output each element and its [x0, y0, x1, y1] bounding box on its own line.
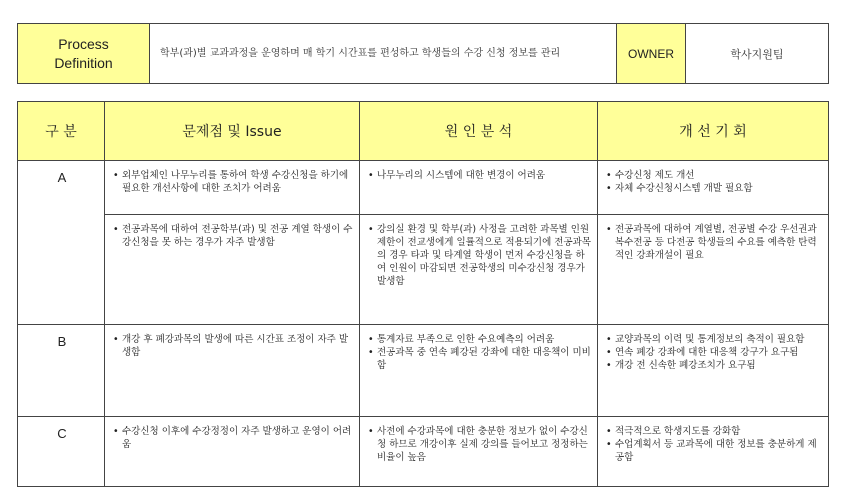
opportunity-cell	[598, 325, 829, 417]
row-category: C	[18, 417, 105, 487]
header-improvement: 개 선 기 회	[598, 102, 829, 161]
owner-label: OWNER	[617, 24, 686, 84]
process-definition-description: 학부(과)별 교과과정을 운영하며 매 학기 시간표를 편성하고 학생들의 수강 신청 정보를 관리	[150, 24, 617, 84]
process-definition-label: Process Definition	[18, 24, 150, 84]
issue-analysis-table	[17, 101, 829, 487]
owner-value: 학사지원팀	[686, 24, 829, 84]
list-item: • 전공과목에 대하여 전공학부(과) 및 전공 계열 학생이 수강신청을 못 하는 경우가 자주 발생함	[113, 223, 353, 249]
list-item: • 나무누리의 시스템에 대한 변경이 어려움	[368, 169, 591, 182]
table-header-row	[18, 102, 829, 161]
cause-cell	[360, 215, 598, 325]
list-item: • 통계자료 부족으로 인한 수요예측의 어려움	[368, 333, 591, 346]
opportunity-cell	[598, 215, 829, 325]
row-category: B	[18, 325, 105, 417]
list-item: • 수업계획서 등 교과목에 대한 정보를 충분하게 제공함	[606, 438, 822, 464]
table-row	[18, 161, 829, 215]
list-item: • 사전에 수강과목에 대한 충분한 정보가 없이 수강신청 하므로 개강이후 실제 강의를 들어보고 정정하는 비율이 높음	[368, 425, 591, 464]
header-category: 구 분	[18, 102, 105, 161]
opportunity-cell	[598, 417, 829, 487]
list-item: • 개강 전 신속한 폐강조치가 요구됨	[606, 359, 822, 372]
opportunity-cell	[598, 161, 829, 215]
process-definition-table	[17, 23, 829, 84]
issue-cell	[105, 325, 360, 417]
table-row	[18, 417, 829, 487]
cause-cell	[360, 161, 598, 215]
list-item: • 자체 수강신청시스템 개발 필요함	[606, 182, 822, 195]
list-item: • 전공과목 중 연속 폐강된 강좌에 대한 대응책이 미비함	[368, 346, 591, 372]
list-item: • 외부업체인 나무누리를 통하여 학생 수강신청을 하기에 필요한 개선사항에 대한 조치가 어려움	[113, 169, 353, 195]
list-item: • 강의실 환경 및 학부(과) 사정을 고려한 과목별 인원제한이 전교생에게 일률적으로 적용되기에 전공과목의 경우 타과 및 타계열 학생이 먼저 수강신청을 하여 인원이 마감되면 전공학생의 미수강신청 경우가 발생함	[368, 223, 591, 288]
list-item: • 교양과목의 이력 및 통계정보의 축적이 필요함	[606, 333, 822, 346]
table-row	[18, 325, 829, 417]
list-item: • 수강신청 제도 개선	[606, 169, 822, 182]
header-issue: 문제점 및 Issue	[105, 102, 360, 161]
header-cause-analysis: 원 인 분 석	[360, 102, 598, 161]
list-item: • 적극적으로 학생지도를 강화함	[606, 425, 822, 438]
issue-cell	[105, 215, 360, 325]
cause-cell	[360, 325, 598, 417]
list-item: • 개강 후 폐강과목의 발생에 따른 시간표 조정이 자주 발생함	[113, 333, 353, 359]
issue-cell	[105, 417, 360, 487]
list-item: • 수강신청 이후에 수강정정이 자주 발생하고 운영이 어려움	[113, 425, 353, 451]
list-item: • 연속 폐강 강좌에 대한 대응책 강구가 요구됨	[606, 346, 822, 359]
list-item: • 전공과목에 대하여 계열별, 전공별 수강 우선권과 복수전공 등 다전공 학생들의 수요를 예측한 탄력적인 강좌개설이 필요	[606, 223, 822, 262]
cause-cell	[360, 417, 598, 487]
row-category: A	[18, 161, 105, 325]
issue-cell	[105, 161, 360, 215]
table-row	[18, 215, 829, 325]
